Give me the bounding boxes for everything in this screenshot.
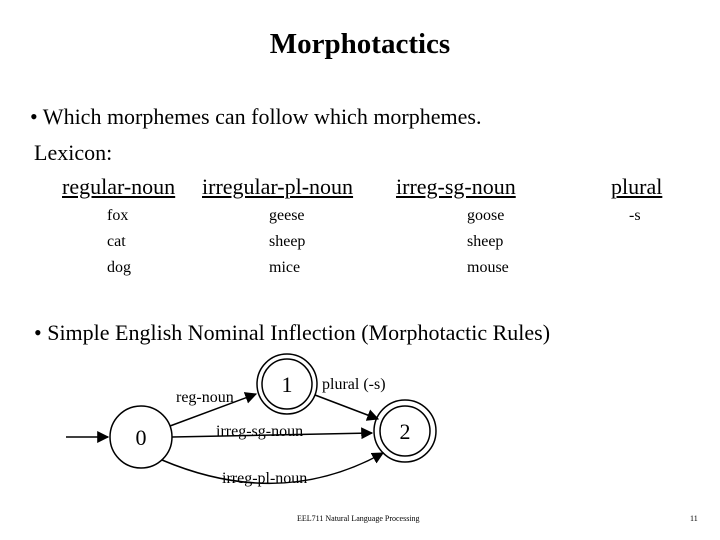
footer-course: EEL711 Natural Language Processing xyxy=(297,514,420,523)
edge-label-irreg-pl-noun: irreg-pl-noun xyxy=(222,470,308,487)
edge-label-plural: plural (-s) xyxy=(322,376,386,393)
footer-page-number: 11 xyxy=(690,514,698,523)
state-0-label: 0 xyxy=(135,425,147,450)
edge-label-irreg-sg-noun: irreg-sg-noun xyxy=(216,423,304,440)
lexicon-item: goose xyxy=(467,207,505,224)
lexicon-item: sheep xyxy=(467,233,504,250)
page-title: Morphotactics xyxy=(269,28,451,60)
lexicon-item: mice xyxy=(269,259,301,276)
state-1-label: 1 xyxy=(281,372,293,397)
lexicon-header-irreg-sg-noun: irreg-sg-noun xyxy=(396,174,516,199)
lexicon-item: sheep xyxy=(269,233,306,250)
lexicon-item: -s xyxy=(629,207,641,224)
state-2-label: 2 xyxy=(399,419,411,444)
lexicon-header-irregular-pl-noun: irregular-pl-noun xyxy=(202,174,354,199)
lexicon-item: mouse xyxy=(467,259,509,276)
bullet-nominal-inflection: • Simple English Nominal Inflection (Morphotactic Rules) xyxy=(34,320,551,345)
lexicon-item: fox xyxy=(107,207,129,224)
edge-plural xyxy=(315,395,378,419)
edge-label-reg-noun: reg-noun xyxy=(176,389,234,406)
lexicon-item: dog xyxy=(107,259,131,276)
lexicon-item: geese xyxy=(269,207,305,224)
lexicon-header-plural: plural xyxy=(611,174,663,199)
lexicon-item: cat xyxy=(107,233,126,250)
lexicon-label: Lexicon: xyxy=(34,140,113,165)
lexicon-header-regular-noun: regular-noun xyxy=(62,174,176,199)
bullet-morpheme-order: • Which morphemes can follow which morphemes. xyxy=(30,104,482,129)
